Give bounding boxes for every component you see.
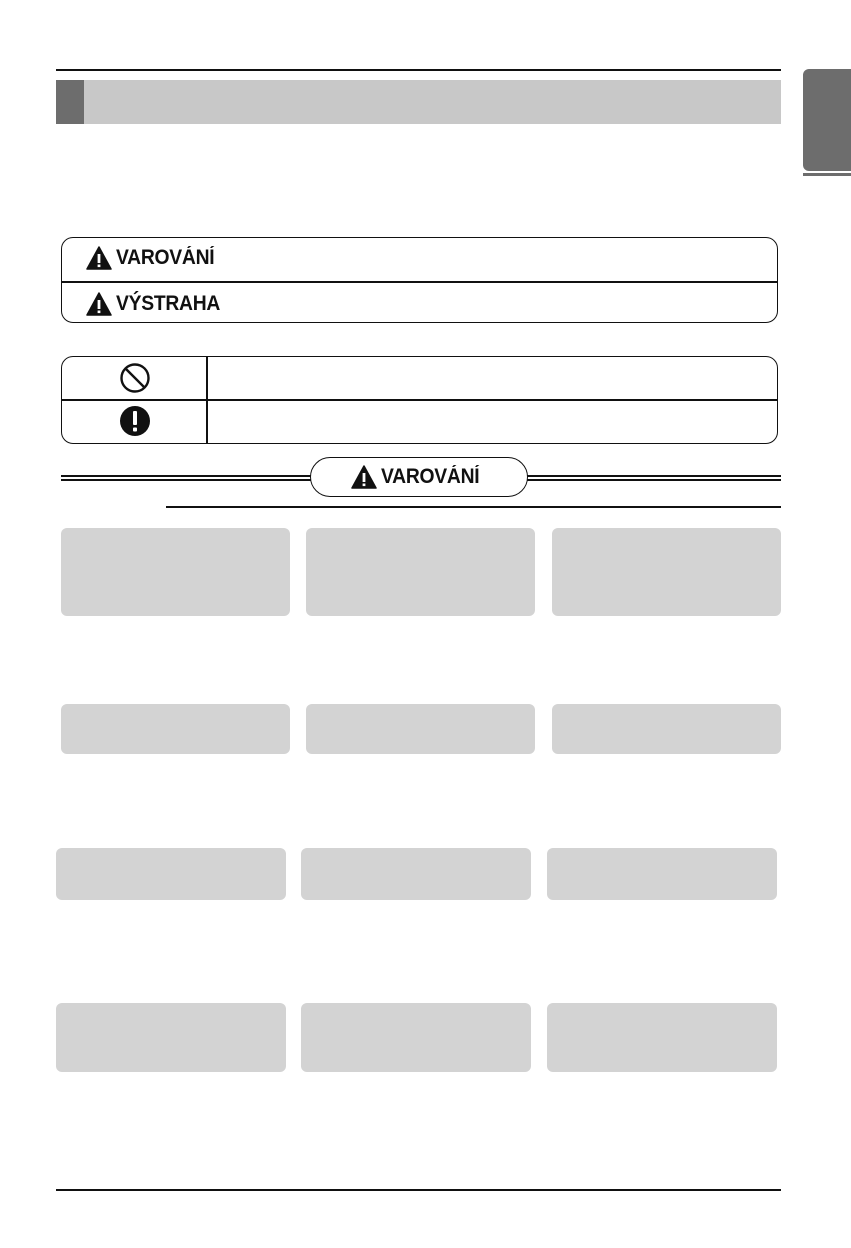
section-rule-left-lower — [61, 479, 311, 481]
warning-triangle-icon — [86, 292, 112, 316]
illustration-card — [56, 848, 286, 900]
section-heading-label: VAROVÁNÍ — [380, 465, 479, 488]
symbol-legend-column-divider — [206, 357, 208, 443]
language-side-tab — [803, 69, 851, 171]
illustration-card — [61, 528, 290, 616]
exclamation-icon — [118, 404, 152, 438]
illustration-card — [547, 1003, 777, 1072]
illustration-card — [306, 704, 535, 754]
illustration-card — [301, 1003, 531, 1072]
section-rule-right-upper — [527, 475, 781, 477]
illustration-card — [552, 704, 781, 754]
legend-row-caution — [86, 289, 229, 319]
prohibition-icon — [119, 362, 151, 394]
caution-label: VÝSTRAHA — [116, 292, 221, 315]
illustration-card — [552, 528, 781, 616]
bottom-rule — [56, 1189, 781, 1191]
section-rule-right-lower — [527, 479, 781, 481]
side-tab-underline — [803, 173, 851, 176]
illustration-card — [547, 848, 777, 900]
page-title-bar — [56, 80, 781, 124]
section-heading — [310, 457, 528, 497]
symbol-legend-divider — [61, 399, 778, 401]
legend-divider — [61, 281, 778, 283]
warning-label: VAROVÁNÍ — [116, 246, 215, 269]
illustration-card — [301, 848, 531, 900]
top-rule — [56, 69, 781, 71]
warning-triangle-icon — [351, 465, 377, 489]
warning-triangle-icon — [86, 246, 112, 270]
section-rule-left-upper — [61, 475, 311, 477]
illustration-card — [61, 704, 290, 754]
illustration-card — [306, 528, 535, 616]
legend-row-warning — [86, 243, 223, 273]
section-underline — [166, 506, 781, 508]
title-marker — [56, 80, 84, 124]
illustration-card — [56, 1003, 286, 1072]
